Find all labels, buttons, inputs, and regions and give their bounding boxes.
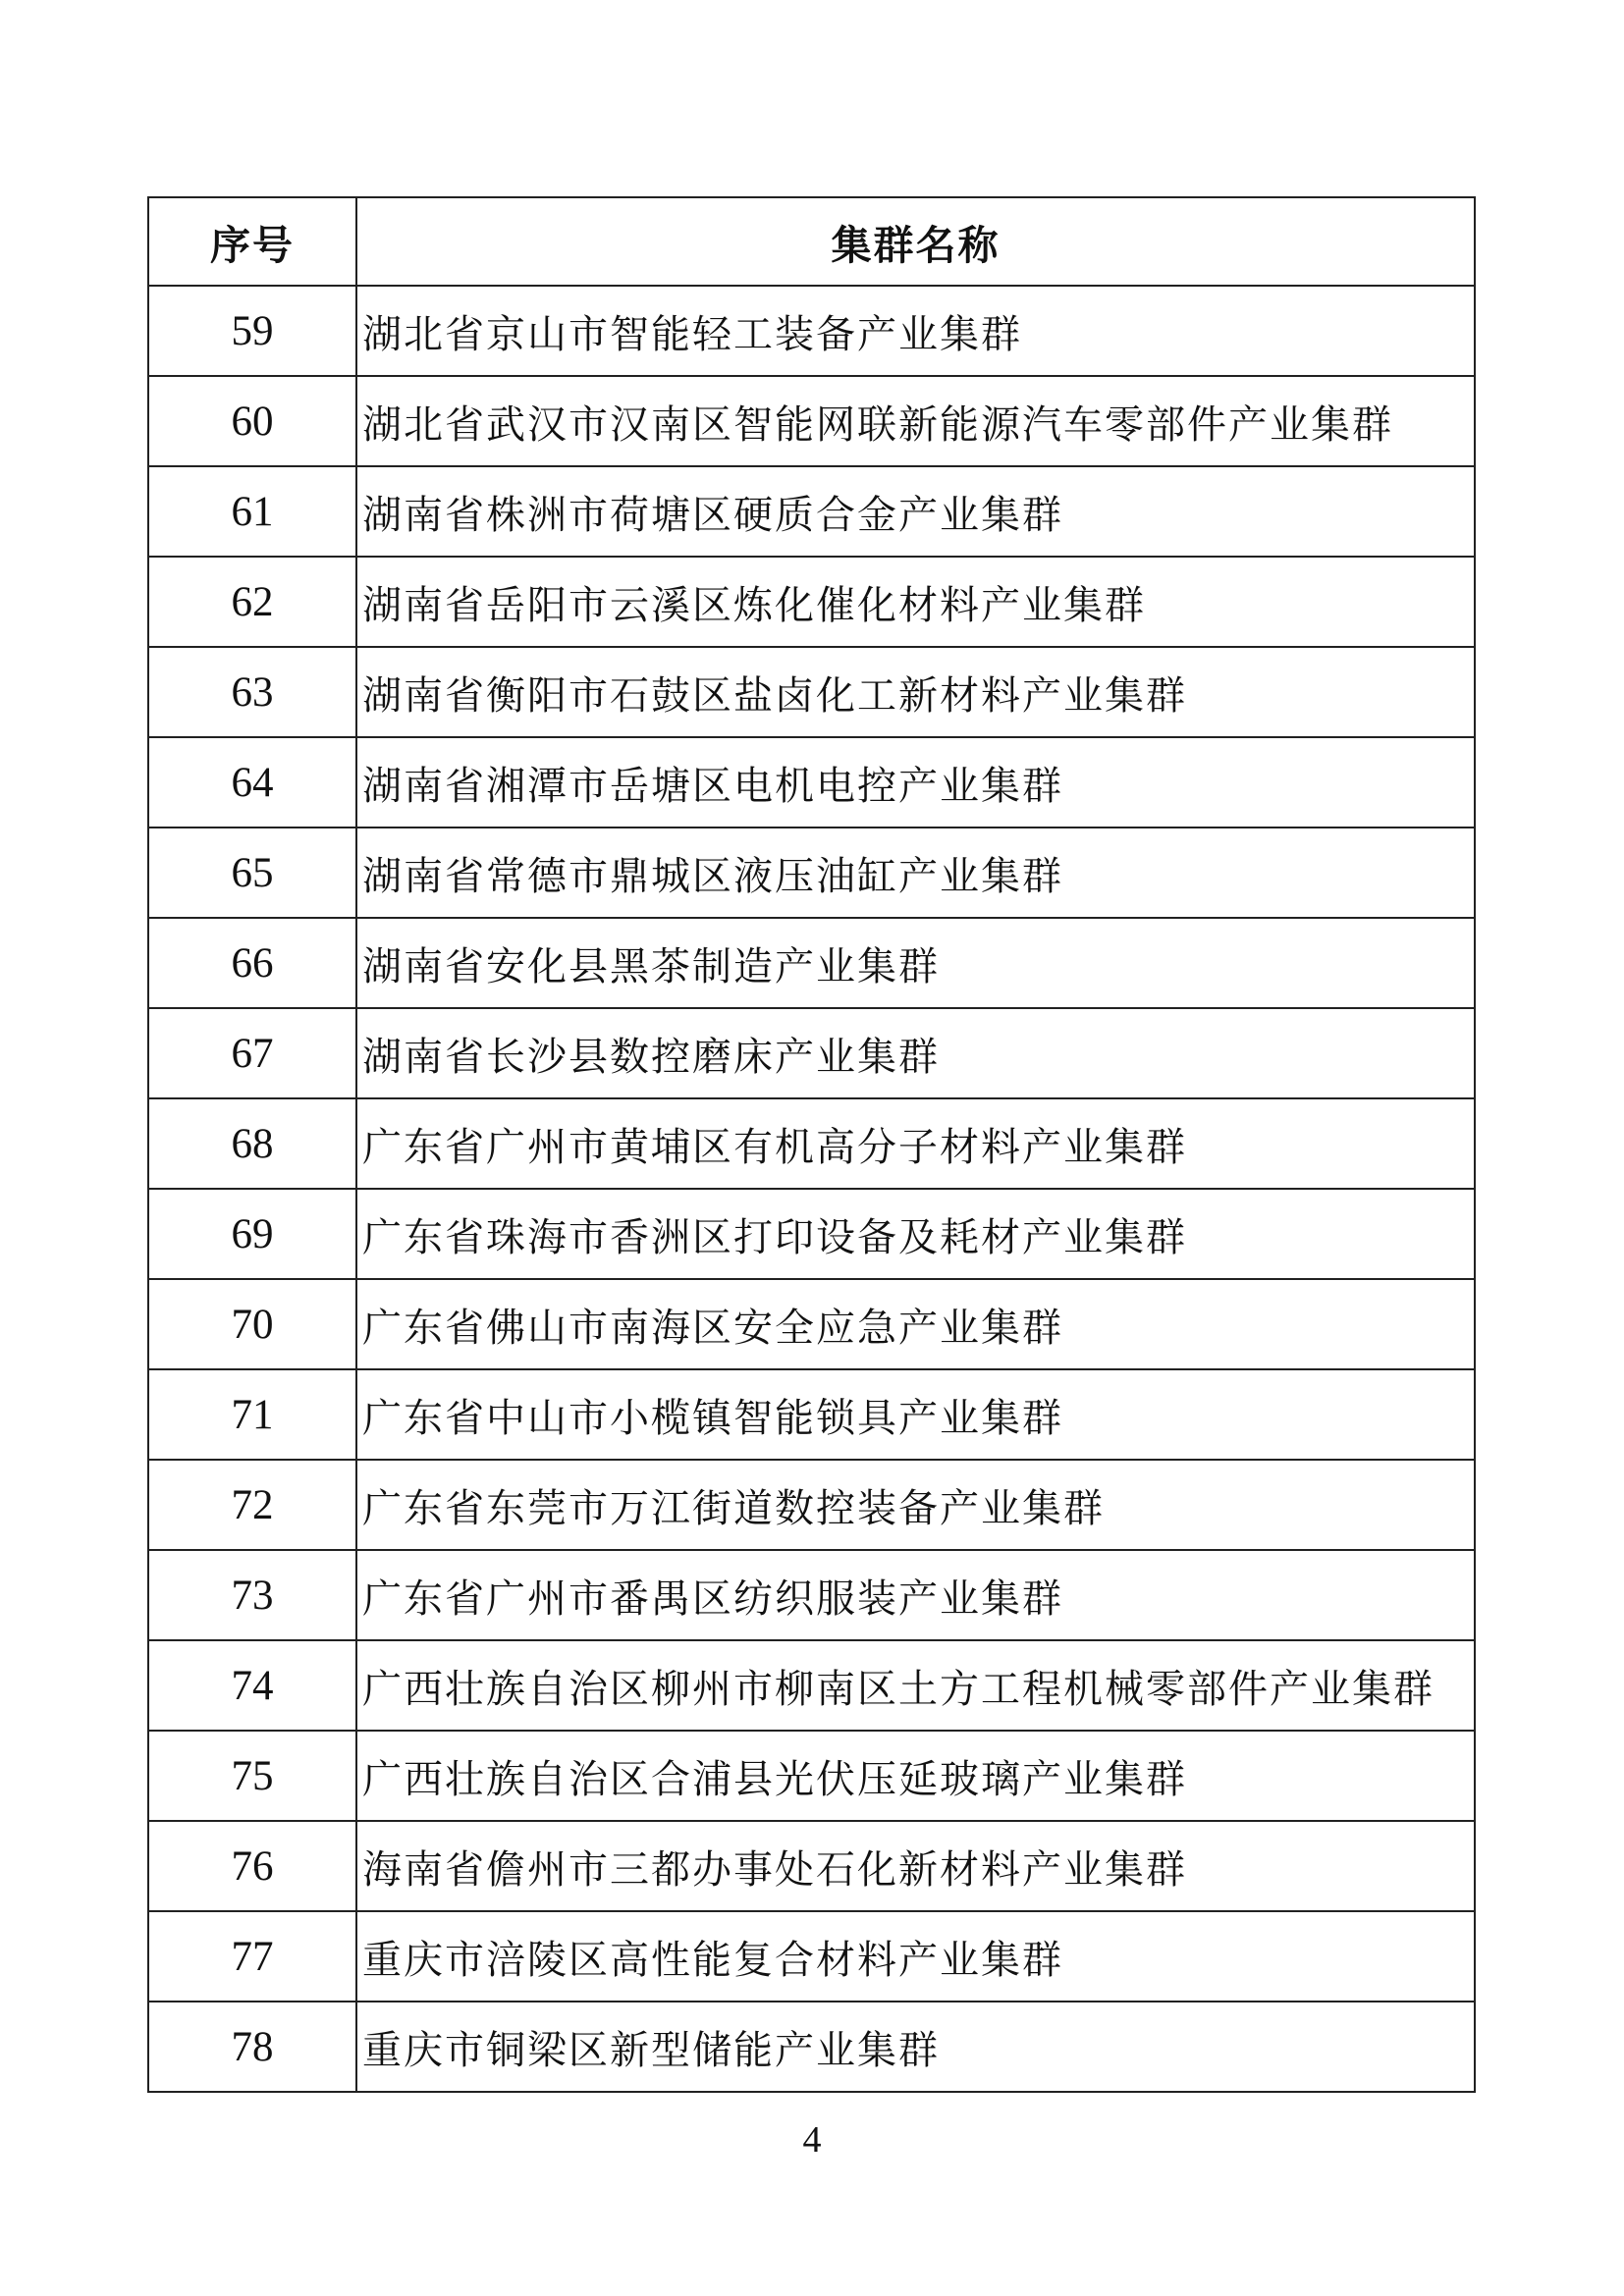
row-name-cell: 湖南省岳阳市云溪区炼化催化材料产业集群 xyxy=(356,557,1475,647)
table-row xyxy=(148,466,1475,557)
row-index-cell: 71 xyxy=(148,1369,356,1460)
row-name-cell: 重庆市铜梁区新型储能产业集群 xyxy=(356,2002,1475,2092)
table-row xyxy=(148,918,1475,1008)
cluster-table-header xyxy=(148,197,1475,286)
header-cell-index: 序号 xyxy=(148,197,356,286)
row-name-cell: 湖南省长沙县数控磨床产业集群 xyxy=(356,1008,1475,1098)
table-row xyxy=(148,828,1475,918)
row-name-cell: 重庆市涪陵区高性能复合材料产业集群 xyxy=(356,1911,1475,2002)
row-name-cell: 湖南省湘潭市岳塘区电机电控产业集群 xyxy=(356,737,1475,828)
table-row xyxy=(148,286,1475,376)
table-row xyxy=(148,1550,1475,1640)
cluster-table-body xyxy=(148,286,1475,2092)
table-row xyxy=(148,1189,1475,1279)
row-name-cell: 湖南省株洲市荷塘区硬质合金产业集群 xyxy=(356,466,1475,557)
table-row xyxy=(148,647,1475,737)
row-index-cell: 74 xyxy=(148,1640,356,1731)
row-index-cell: 59 xyxy=(148,286,356,376)
row-index-cell: 64 xyxy=(148,737,356,828)
header-cell-name: 集群名称 xyxy=(356,197,1475,286)
table-row xyxy=(148,1731,1475,1821)
row-index-cell: 70 xyxy=(148,1279,356,1369)
table-row xyxy=(148,1008,1475,1098)
table-row xyxy=(148,1098,1475,1189)
row-index-cell: 75 xyxy=(148,1731,356,1821)
row-index-cell: 65 xyxy=(148,828,356,918)
row-name-cell: 湖南省安化县黑茶制造产业集群 xyxy=(356,918,1475,1008)
row-index-cell: 61 xyxy=(148,466,356,557)
row-name-cell: 湖北省武汉市汉南区智能网联新能源汽车零部件产业集群 xyxy=(356,376,1475,466)
row-index-cell: 76 xyxy=(148,1821,356,1911)
page-number: 4 xyxy=(802,2119,822,2161)
header-row xyxy=(148,197,1475,286)
row-name-cell: 广西壮族自治区合浦县光伏压延玻璃产业集群 xyxy=(356,1731,1475,1821)
row-index-cell: 66 xyxy=(148,918,356,1008)
row-name-cell: 广东省广州市番禺区纺织服装产业集群 xyxy=(356,1550,1475,1640)
table-row xyxy=(148,1460,1475,1550)
row-index-cell: 60 xyxy=(148,376,356,466)
table-row xyxy=(148,1640,1475,1731)
row-index-cell: 78 xyxy=(148,2002,356,2092)
row-index-cell: 77 xyxy=(148,1911,356,2002)
row-index-cell: 73 xyxy=(148,1550,356,1640)
row-name-cell: 海南省儋州市三都办事处石化新材料产业集群 xyxy=(356,1821,1475,1911)
table-row xyxy=(148,376,1475,466)
row-name-cell: 广东省珠海市香洲区打印设备及耗材产业集群 xyxy=(356,1189,1475,1279)
row-name-cell: 广东省佛山市南海区安全应急产业集群 xyxy=(356,1279,1475,1369)
row-index-cell: 72 xyxy=(148,1460,356,1550)
table-row xyxy=(148,1369,1475,1460)
row-index-cell: 62 xyxy=(148,557,356,647)
row-name-cell: 广东省中山市小榄镇智能锁具产业集群 xyxy=(356,1369,1475,1460)
table-row xyxy=(148,1279,1475,1369)
row-name-cell: 湖北省京山市智能轻工装备产业集群 xyxy=(356,286,1475,376)
row-index-cell: 67 xyxy=(148,1008,356,1098)
row-name-cell: 湖南省衡阳市石鼓区盐卤化工新材料产业集群 xyxy=(356,647,1475,737)
table-row xyxy=(148,2002,1475,2092)
cluster-table xyxy=(147,196,1476,2093)
table-row xyxy=(148,1821,1475,1911)
row-name-cell: 广西壮族自治区柳州市柳南区土方工程机械零部件产业集群 xyxy=(356,1640,1475,1731)
row-index-cell: 69 xyxy=(148,1189,356,1279)
row-index-cell: 63 xyxy=(148,647,356,737)
table-row xyxy=(148,1911,1475,2002)
row-name-cell: 广东省东莞市万江街道数控装备产业集群 xyxy=(356,1460,1475,1550)
row-name-cell: 广东省广州市黄埔区有机高分子材料产业集群 xyxy=(356,1098,1475,1189)
row-name-cell: 湖南省常德市鼎城区液压油缸产业集群 xyxy=(356,828,1475,918)
row-index-cell: 68 xyxy=(148,1098,356,1189)
table-row xyxy=(148,737,1475,828)
table-row xyxy=(148,557,1475,647)
